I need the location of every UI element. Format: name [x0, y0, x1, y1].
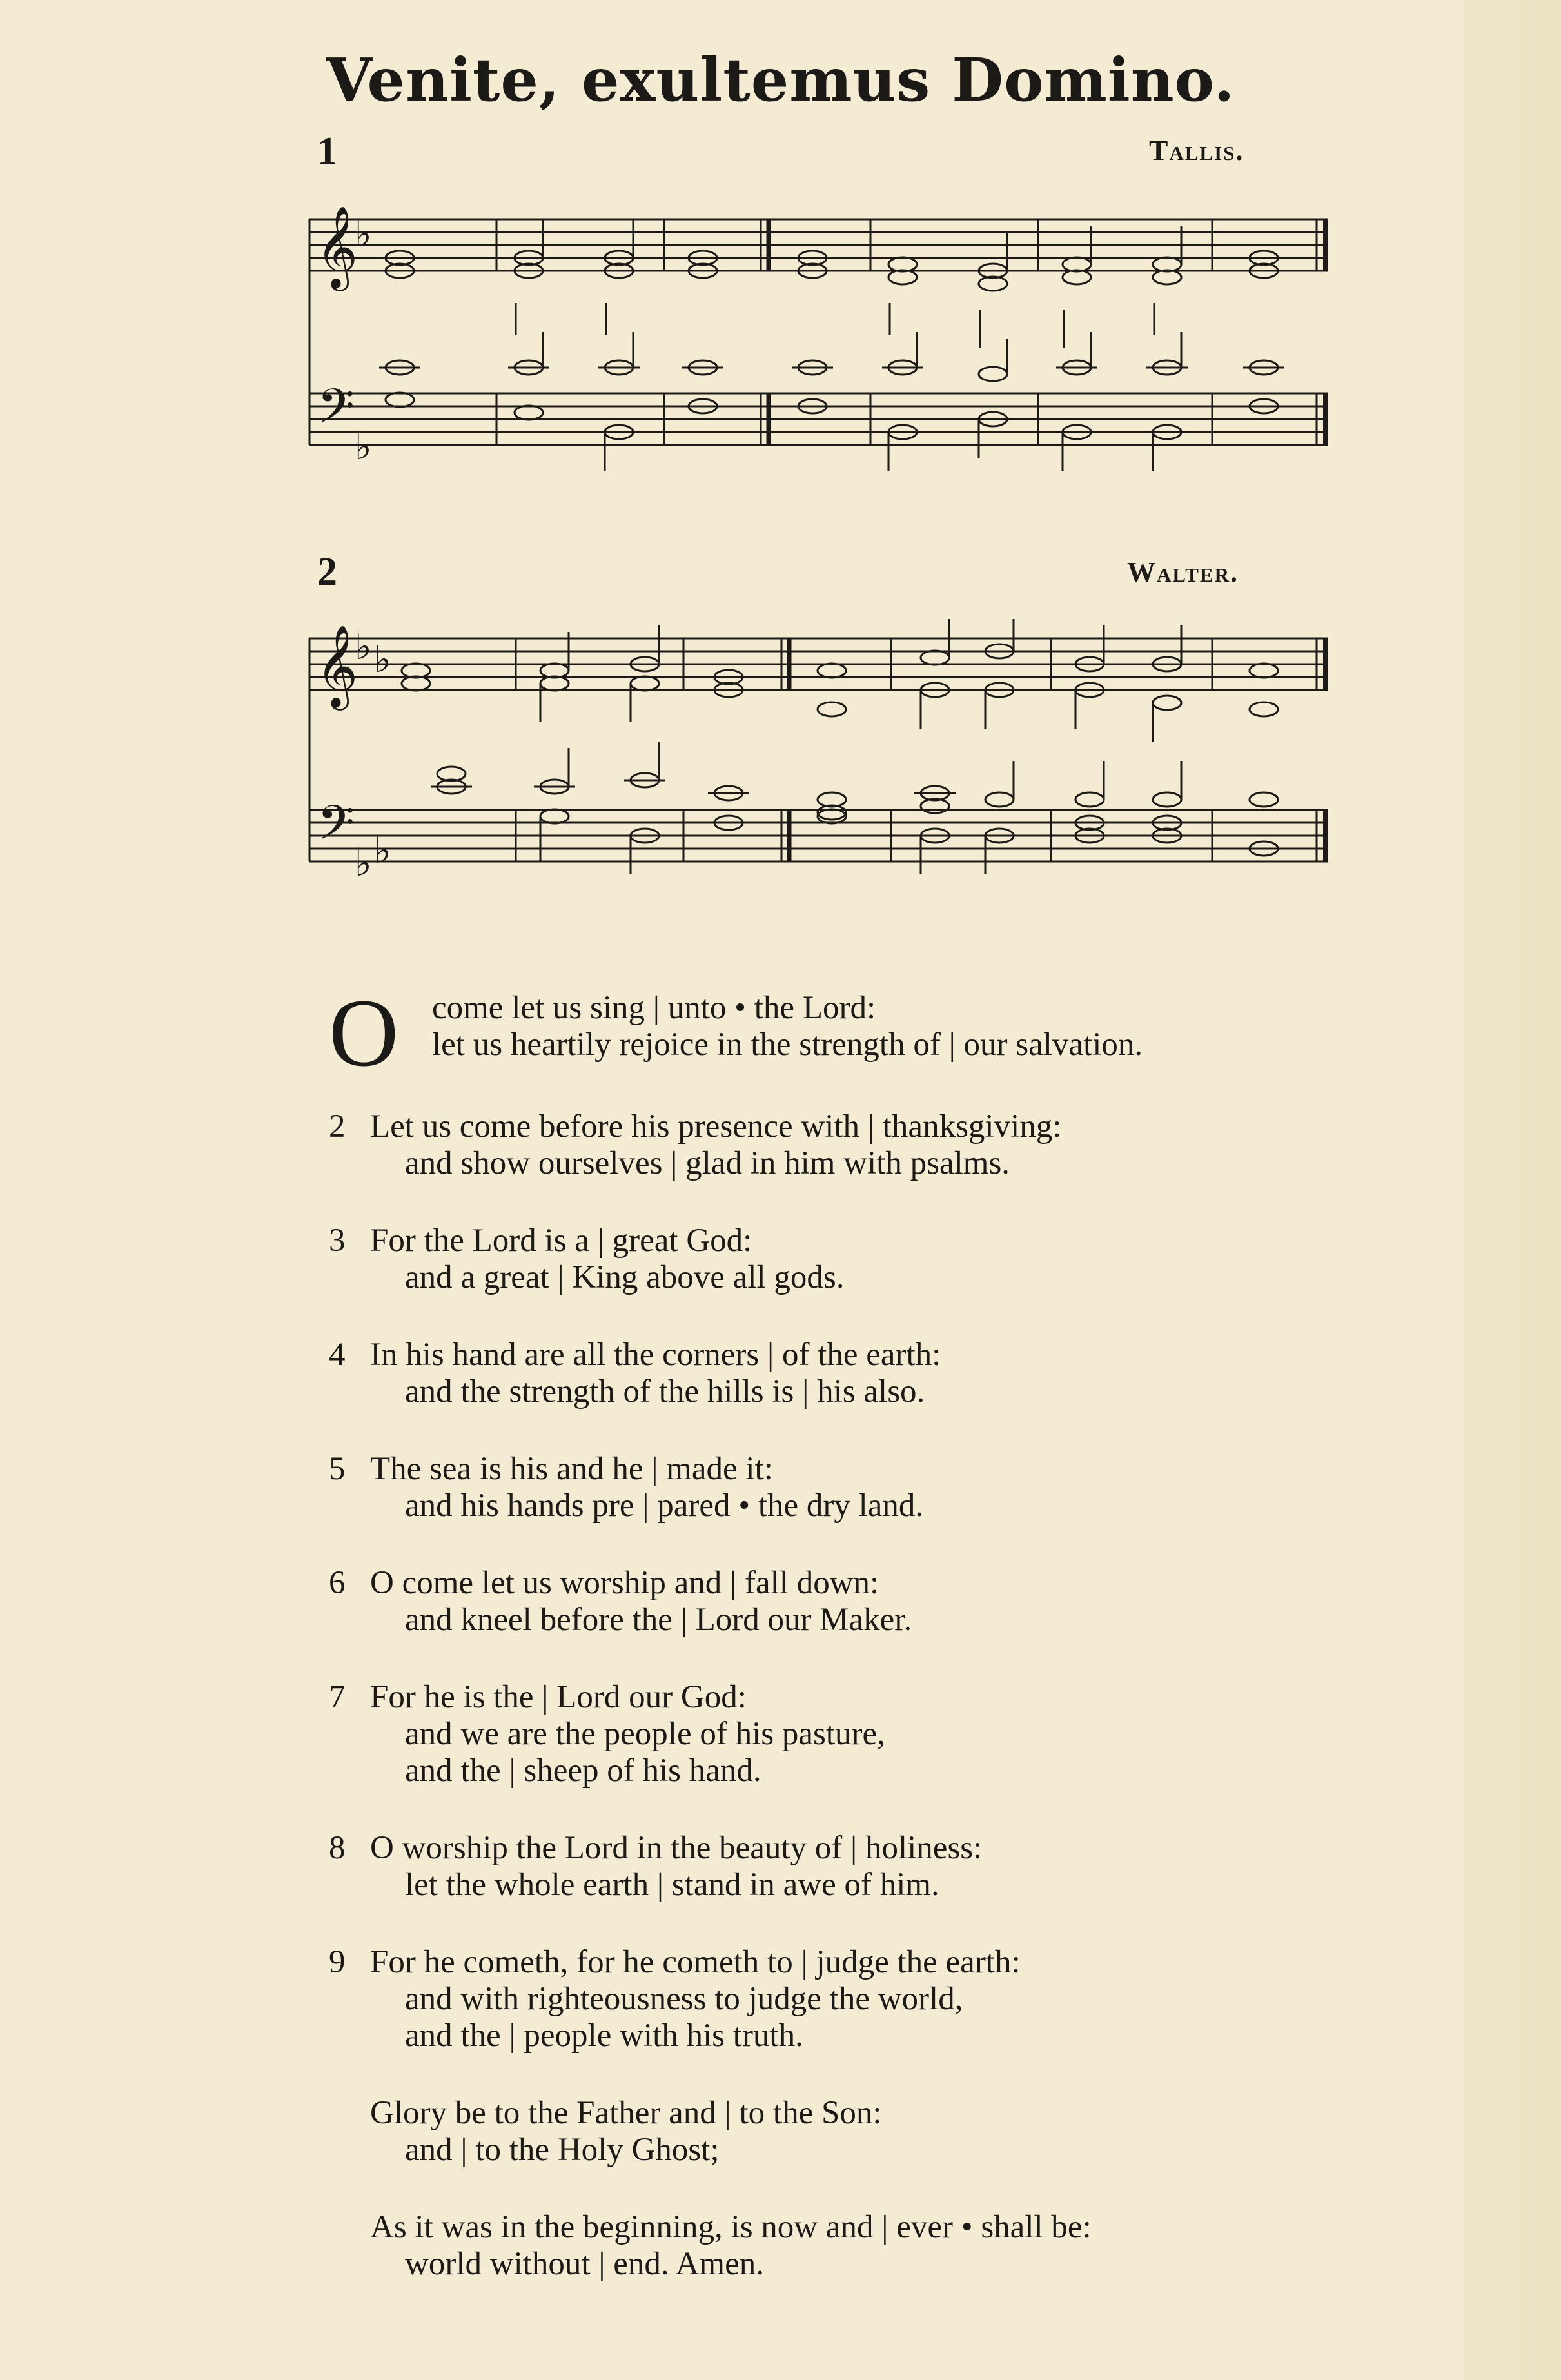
verse-1-line-2: let us heartily rejoice in the strength of | our salvation.	[432, 1027, 1143, 1063]
verse-line: let the whole earth | stand in awe of him.	[405, 1867, 939, 1903]
verse-line: and the strength of the hills is | his also.	[405, 1373, 925, 1410]
verse-number: 7	[329, 1679, 346, 1715]
verse-5	[329, 1451, 1464, 1524]
psalm-text	[329, 979, 1464, 2323]
svg-text:𝄞: 𝄞	[316, 624, 358, 707]
verse-9	[329, 1944, 1464, 2054]
verse-line: and with righteousness to judge the world,	[405, 1981, 963, 2017]
verse-number: 2	[329, 1108, 346, 1145]
chant-composer-2: Walter.	[1127, 556, 1239, 588]
verse-8	[329, 1830, 1464, 1903]
verse-line: The sea is his and he | made it:	[370, 1451, 773, 1487]
verse-line: In his hand are all the corners | of the earth:	[370, 1337, 941, 1373]
verse-number: 4	[329, 1337, 346, 1373]
svg-text:♭: ♭	[355, 843, 372, 885]
svg-text:♭: ♭	[355, 213, 372, 255]
verse-number: 8	[329, 1830, 346, 1866]
svg-text:♭: ♭	[355, 426, 372, 468]
verse-4	[329, 1337, 1464, 1410]
verse-number: 3	[329, 1223, 346, 1259]
verse-1	[329, 979, 1464, 1087]
gloria-line: world without | end. Amen.	[405, 2246, 764, 2282]
drop-cap: O	[329, 979, 399, 1087]
gloria-1	[329, 2095, 1464, 2169]
verse-number: 6	[329, 1565, 346, 1601]
chant-2-score	[297, 619, 1335, 890]
page-edge	[1464, 0, 1561, 2380]
verse-line: For the Lord is a | great God:	[370, 1223, 752, 1259]
chant-composer-1: Tallis.	[1149, 135, 1244, 166]
svg-text:𝄞: 𝄞	[316, 206, 358, 288]
gloria-line: and | to the Holy Ghost;	[405, 2132, 720, 2168]
verse-1-line-1: come let us sing | unto • the Lord:	[432, 990, 876, 1026]
svg-text:♭: ♭	[355, 626, 372, 668]
verse-line: and a great | King above all gods.	[405, 1259, 845, 1295]
chant-1-score	[297, 206, 1335, 477]
verse-line: Let us come before his presence with | thanksgiving:	[370, 1108, 1062, 1145]
verse-line: and kneel before the | Lord our Maker.	[405, 1602, 912, 1638]
verse-line: and we are the people of his pasture,	[405, 1716, 885, 1752]
verse-line: and the | sheep of his hand.	[405, 1753, 761, 1789]
chant-number-1: 1	[317, 130, 337, 173]
verse-2	[329, 1108, 1464, 1182]
svg-text:𝄢: 𝄢	[317, 795, 355, 863]
svg-text:♭: ♭	[374, 639, 391, 681]
verse-line: and his hands pre | pared • the dry land.	[405, 1488, 924, 1524]
verse-number: 9	[329, 1944, 346, 1980]
gloria-line: As it was in the beginning, is now and | ever • shall be:	[370, 2209, 1092, 2245]
verse-3	[329, 1223, 1464, 1296]
chant-number-2: 2	[317, 550, 337, 594]
verse-line: and the | people with his truth.	[405, 2018, 803, 2054]
verse-line: O come let us worship and | fall down:	[370, 1565, 879, 1601]
page-title: Venite, exultemus Domino.	[326, 45, 1235, 115]
gloria-2	[329, 2209, 1464, 2283]
svg-text:𝄢: 𝄢	[317, 379, 355, 446]
verse-line: For he is the | Lord our God:	[370, 1679, 747, 1715]
verse-line: O worship the Lord in the beauty of | holiness:	[370, 1830, 983, 1866]
verse-line: For he cometh, for he cometh to | judge the earth:	[370, 1944, 1021, 1980]
verse-line: and show ourselves | glad in him with psalms.	[405, 1145, 1010, 1181]
verse-7	[329, 1679, 1464, 1789]
gloria-line: Glory be to the Father and | to the Son:	[370, 2095, 882, 2131]
verse-number: 5	[329, 1451, 346, 1487]
verse-6	[329, 1565, 1464, 1638]
svg-text:♭: ♭	[374, 830, 391, 872]
